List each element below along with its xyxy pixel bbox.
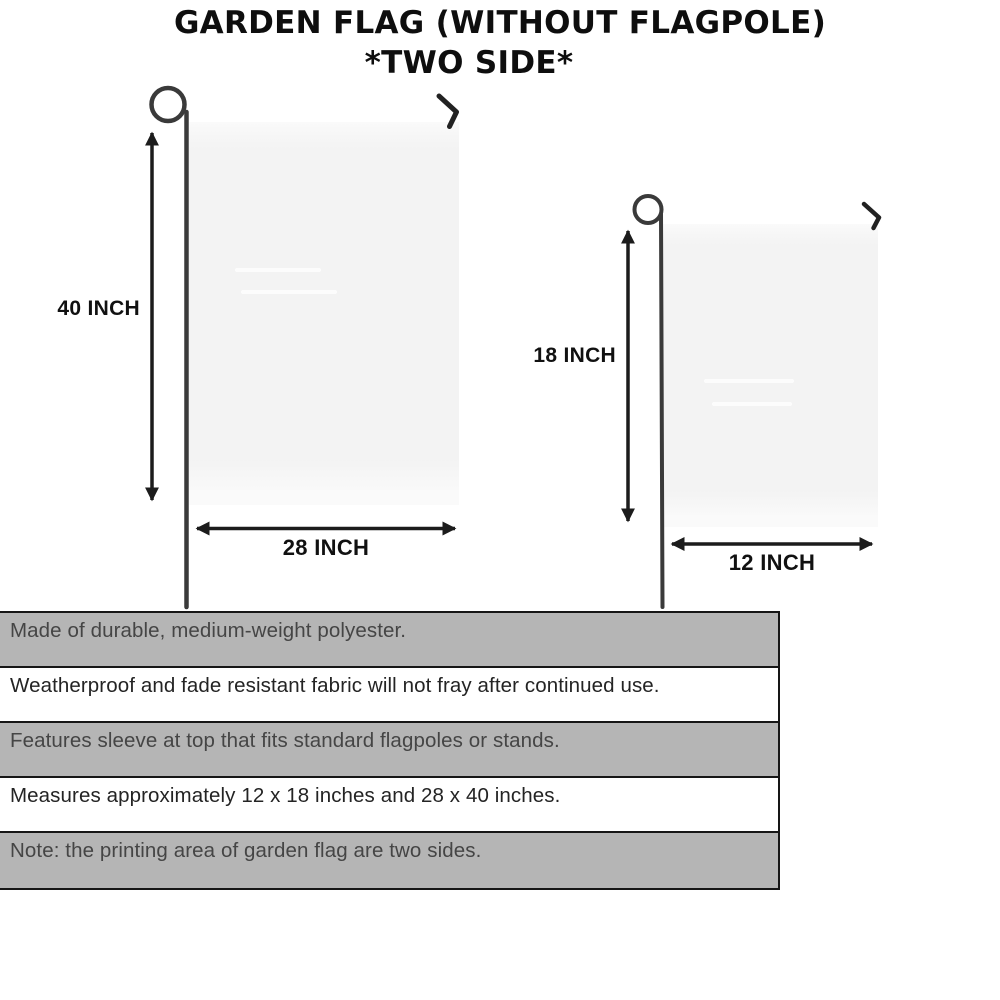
small-flag-height-label: 18 INCH bbox=[533, 344, 616, 367]
large-pole-loop-icon bbox=[152, 88, 185, 121]
large-flag-width-label: 28 INCH bbox=[282, 535, 370, 560]
feature-text: Measures approximately 12 x 18 inches and 28 x 40 inches. bbox=[10, 784, 561, 807]
title-line-2: *TWO SIDE* bbox=[364, 45, 574, 81]
feature-row bbox=[0, 723, 778, 778]
small-pole-loop-icon bbox=[635, 196, 662, 223]
feature-row bbox=[0, 613, 778, 668]
title-line-1: GARDEN FLAG (WITHOUT FLAGPOLE) bbox=[173, 5, 827, 41]
feature-row bbox=[0, 778, 778, 833]
feature-row bbox=[0, 833, 778, 888]
page-title bbox=[0, 3, 1000, 83]
small-flag-fabric bbox=[662, 224, 878, 527]
large-flag-fabric bbox=[189, 122, 459, 505]
large-flag-height-label: 40 INCH bbox=[57, 297, 140, 320]
feature-text: Weatherproof and fade resistant fabric will not fray after continued use. bbox=[10, 674, 660, 697]
feature-text: Made of durable, medium-weight polyester. bbox=[10, 619, 407, 642]
feature-row bbox=[0, 668, 778, 723]
feature-text: Note: the printing area of garden flag are two sides. bbox=[10, 839, 482, 862]
feature-list bbox=[0, 611, 780, 890]
feature-text: Features sleeve at top that fits standard flagpoles or stands. bbox=[10, 729, 560, 752]
small-flag-width-label: 12 INCH bbox=[728, 550, 816, 575]
